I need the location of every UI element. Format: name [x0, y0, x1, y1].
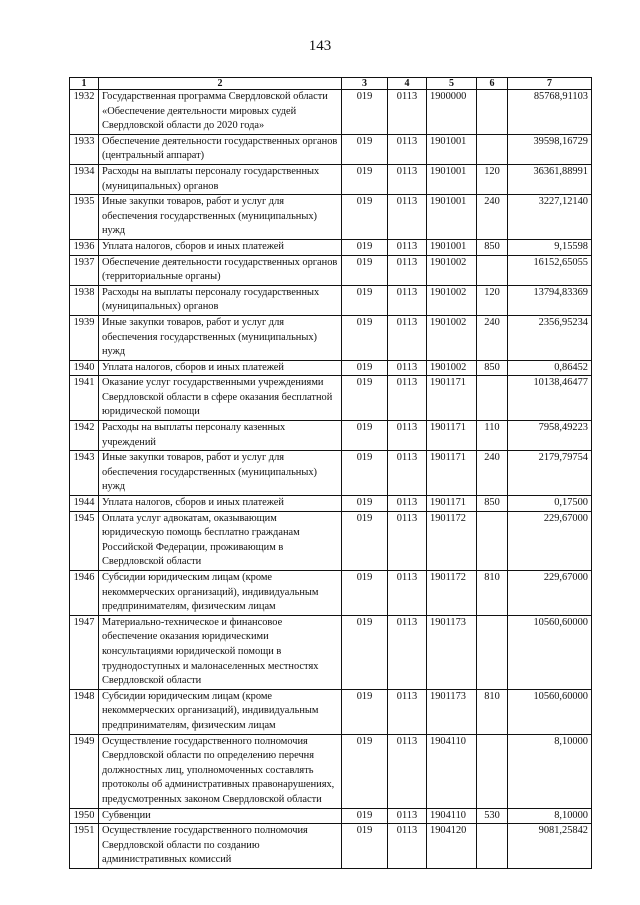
expense-type-code — [477, 376, 508, 421]
table-row — [70, 808, 592, 824]
target-article-code: 1901002 — [427, 255, 477, 285]
section-code: 0113 — [388, 808, 427, 824]
target-article-code: 1901173 — [427, 689, 477, 734]
expense-type-code — [477, 824, 508, 869]
section-code: 0113 — [388, 285, 427, 315]
column-header: 2 — [99, 78, 342, 90]
row-name: Государственная программа Свердловской области «Обеспечение деятельности мировых судей Свердловской области до 2020 года» — [99, 90, 342, 135]
expense-type-code — [477, 734, 508, 808]
section-code: 0113 — [388, 360, 427, 376]
row-name: Уплата налогов, сборов и иных платежей — [99, 239, 342, 255]
table-row — [70, 571, 592, 616]
target-article-code: 1900000 — [427, 90, 477, 135]
section-code: 0113 — [388, 511, 427, 570]
section-code: 0113 — [388, 376, 427, 421]
target-article-code: 1901172 — [427, 511, 477, 570]
row-name: Оказание услуг государственными учреждениями Свердловской области в сфере оказания бесплатной юридической помощи — [99, 376, 342, 421]
target-article-code: 1901001 — [427, 239, 477, 255]
row-number: 1939 — [70, 315, 99, 360]
section-code: 0113 — [388, 239, 427, 255]
section-code: 0113 — [388, 195, 427, 240]
ministry-code: 019 — [342, 824, 388, 869]
target-article-code: 1901002 — [427, 360, 477, 376]
amount: 2179,79754 — [508, 451, 592, 496]
ministry-code: 019 — [342, 360, 388, 376]
row-name: Уплата налогов, сборов и иных платежей — [99, 360, 342, 376]
ministry-code: 019 — [342, 689, 388, 734]
ministry-code: 019 — [342, 451, 388, 496]
expense-type-code: 110 — [477, 421, 508, 451]
table-row — [70, 90, 592, 135]
ministry-code: 019 — [342, 571, 388, 616]
section-code: 0113 — [388, 451, 427, 496]
section-code: 0113 — [388, 496, 427, 512]
column-header: 4 — [388, 78, 427, 90]
section-code: 0113 — [388, 824, 427, 869]
row-name: Уплата налогов, сборов и иных платежей — [99, 496, 342, 512]
table-row — [70, 164, 592, 194]
table-row — [70, 734, 592, 808]
column-header: 6 — [477, 78, 508, 90]
row-number: 1944 — [70, 496, 99, 512]
row-name: Расходы на выплаты персоналу государственных (муниципальных) органов — [99, 164, 342, 194]
table-row — [70, 134, 592, 164]
table-row — [70, 315, 592, 360]
amount: 16152,65055 — [508, 255, 592, 285]
ministry-code: 019 — [342, 511, 388, 570]
expense-type-code: 810 — [477, 571, 508, 616]
section-code: 0113 — [388, 734, 427, 808]
amount: 229,67000 — [508, 571, 592, 616]
ministry-code: 019 — [342, 808, 388, 824]
amount: 0,86452 — [508, 360, 592, 376]
row-name: Расходы на выплаты персоналу государственных (муниципальных) органов — [99, 285, 342, 315]
amount: 229,67000 — [508, 511, 592, 570]
expense-type-code: 240 — [477, 195, 508, 240]
section-code: 0113 — [388, 164, 427, 194]
section-code: 0113 — [388, 615, 427, 689]
expense-type-code: 120 — [477, 285, 508, 315]
target-article-code: 1901001 — [427, 134, 477, 164]
row-name: Субвенции — [99, 808, 342, 824]
expense-type-code: 850 — [477, 496, 508, 512]
row-name: Обеспечение деятельности государственных органов (центральный аппарат) — [99, 134, 342, 164]
target-article-code: 1901173 — [427, 615, 477, 689]
column-header: 3 — [342, 78, 388, 90]
row-number: 1948 — [70, 689, 99, 734]
row-name: Осуществление государственного полномочия Свердловской области по определению перечня должностных лиц, уполномоченных составлять протоколы об административных правонарушениях, предусмотренных законом Свердловской области — [99, 734, 342, 808]
row-number: 1947 — [70, 615, 99, 689]
expense-type-code — [477, 90, 508, 135]
row-number: 1932 — [70, 90, 99, 135]
table-row — [70, 195, 592, 240]
ministry-code: 019 — [342, 285, 388, 315]
amount: 8,10000 — [508, 808, 592, 824]
expense-type-code — [477, 511, 508, 570]
target-article-code: 1901001 — [427, 195, 477, 240]
section-code: 0113 — [388, 90, 427, 135]
column-header: 7 — [508, 78, 592, 90]
ministry-code: 019 — [342, 421, 388, 451]
amount: 8,10000 — [508, 734, 592, 808]
row-name: Субсидии юридическим лицам (кроме некоммерческих организаций), индивидуальным предпринимателям, физическим лицам — [99, 571, 342, 616]
ministry-code: 019 — [342, 255, 388, 285]
target-article-code: 1904120 — [427, 824, 477, 869]
amount: 10560,60000 — [508, 615, 592, 689]
budget-table — [69, 77, 592, 869]
table-row — [70, 255, 592, 285]
ministry-code: 019 — [342, 134, 388, 164]
table-row — [70, 285, 592, 315]
target-article-code: 1901171 — [427, 451, 477, 496]
row-number: 1946 — [70, 571, 99, 616]
amount: 0,17500 — [508, 496, 592, 512]
row-number: 1936 — [70, 239, 99, 255]
table-row — [70, 511, 592, 570]
row-number: 1937 — [70, 255, 99, 285]
row-name: Иные закупки товаров, работ и услуг для обеспечения государственных (муниципальных) нужд — [99, 195, 342, 240]
amount: 9,15598 — [508, 239, 592, 255]
ministry-code: 019 — [342, 90, 388, 135]
amount: 10138,46477 — [508, 376, 592, 421]
target-article-code: 1901172 — [427, 571, 477, 616]
target-article-code: 1901001 — [427, 164, 477, 194]
table-row — [70, 239, 592, 255]
expense-type-code: 850 — [477, 360, 508, 376]
target-article-code: 1901171 — [427, 496, 477, 512]
table-row — [70, 376, 592, 421]
section-code: 0113 — [388, 134, 427, 164]
page-number: 143 — [308, 38, 332, 54]
expense-type-code — [477, 615, 508, 689]
row-number: 1941 — [70, 376, 99, 421]
amount: 39598,16729 — [508, 134, 592, 164]
column-header: 5 — [427, 78, 477, 90]
target-article-code: 1904110 — [427, 808, 477, 824]
ministry-code: 019 — [342, 195, 388, 240]
section-code: 0113 — [388, 255, 427, 285]
row-number: 1950 — [70, 808, 99, 824]
row-name: Обеспечение деятельности государственных органов (территориальные органы) — [99, 255, 342, 285]
section-code: 0113 — [388, 315, 427, 360]
table-row — [70, 360, 592, 376]
expense-type-code: 850 — [477, 239, 508, 255]
row-number: 1951 — [70, 824, 99, 869]
expense-type-code: 240 — [477, 315, 508, 360]
target-article-code: 1901002 — [427, 285, 477, 315]
ministry-code: 019 — [342, 315, 388, 360]
row-number: 1945 — [70, 511, 99, 570]
target-article-code: 1901171 — [427, 376, 477, 421]
table-row — [70, 451, 592, 496]
amount: 2356,95234 — [508, 315, 592, 360]
row-name: Субсидии юридическим лицам (кроме некоммерческих организаций), индивидуальным предпринимателям, физическим лицам — [99, 689, 342, 734]
table-row — [70, 689, 592, 734]
row-number: 1933 — [70, 134, 99, 164]
section-code: 0113 — [388, 689, 427, 734]
table-row — [70, 496, 592, 512]
target-article-code: 1901002 — [427, 315, 477, 360]
expense-type-code — [477, 134, 508, 164]
expense-type-code: 240 — [477, 451, 508, 496]
table-row — [70, 824, 592, 869]
amount: 85768,91103 — [508, 90, 592, 135]
amount: 3227,12140 — [508, 195, 592, 240]
row-number: 1943 — [70, 451, 99, 496]
target-article-code: 1901171 — [427, 421, 477, 451]
ministry-code: 019 — [342, 164, 388, 194]
row-number: 1934 — [70, 164, 99, 194]
expense-type-code: 530 — [477, 808, 508, 824]
row-number: 1949 — [70, 734, 99, 808]
expense-type-code: 810 — [477, 689, 508, 734]
amount: 9081,25842 — [508, 824, 592, 869]
row-number: 1938 — [70, 285, 99, 315]
row-name: Оплата услуг адвокатам, оказывающим юридическую помощь бесплатно гражданам Российской Федерации, проживающим в Свердловской области — [99, 511, 342, 570]
expense-type-code — [477, 255, 508, 285]
row-number: 1935 — [70, 195, 99, 240]
section-code: 0113 — [388, 421, 427, 451]
target-article-code: 1904110 — [427, 734, 477, 808]
row-number: 1940 — [70, 360, 99, 376]
ministry-code: 019 — [342, 376, 388, 421]
row-name: Осуществление государственного полномочия Свердловской области по созданию административных комиссий — [99, 824, 342, 869]
table-header-row — [70, 78, 592, 90]
row-number: 1942 — [70, 421, 99, 451]
row-name: Иные закупки товаров, работ и услуг для обеспечения государственных (муниципальных) нужд — [99, 315, 342, 360]
row-name: Расходы на выплаты персоналу казенных учреждений — [99, 421, 342, 451]
row-name: Иные закупки товаров, работ и услуг для обеспечения государственных (муниципальных) нужд — [99, 451, 342, 496]
row-name: Материально-техническое и финансовое обеспечение оказания юридическими консультациями юридической помощи в труднодоступных и малонаселенных местностях Свердловской области — [99, 615, 342, 689]
ministry-code: 019 — [342, 734, 388, 808]
section-code: 0113 — [388, 571, 427, 616]
amount: 10560,60000 — [508, 689, 592, 734]
expense-type-code: 120 — [477, 164, 508, 194]
amount: 36361,88991 — [508, 164, 592, 194]
amount: 7958,49223 — [508, 421, 592, 451]
ministry-code: 019 — [342, 615, 388, 689]
table-row — [70, 421, 592, 451]
column-header: 1 — [70, 78, 99, 90]
table-row — [70, 615, 592, 689]
ministry-code: 019 — [342, 239, 388, 255]
ministry-code: 019 — [342, 496, 388, 512]
amount: 13794,83369 — [508, 285, 592, 315]
